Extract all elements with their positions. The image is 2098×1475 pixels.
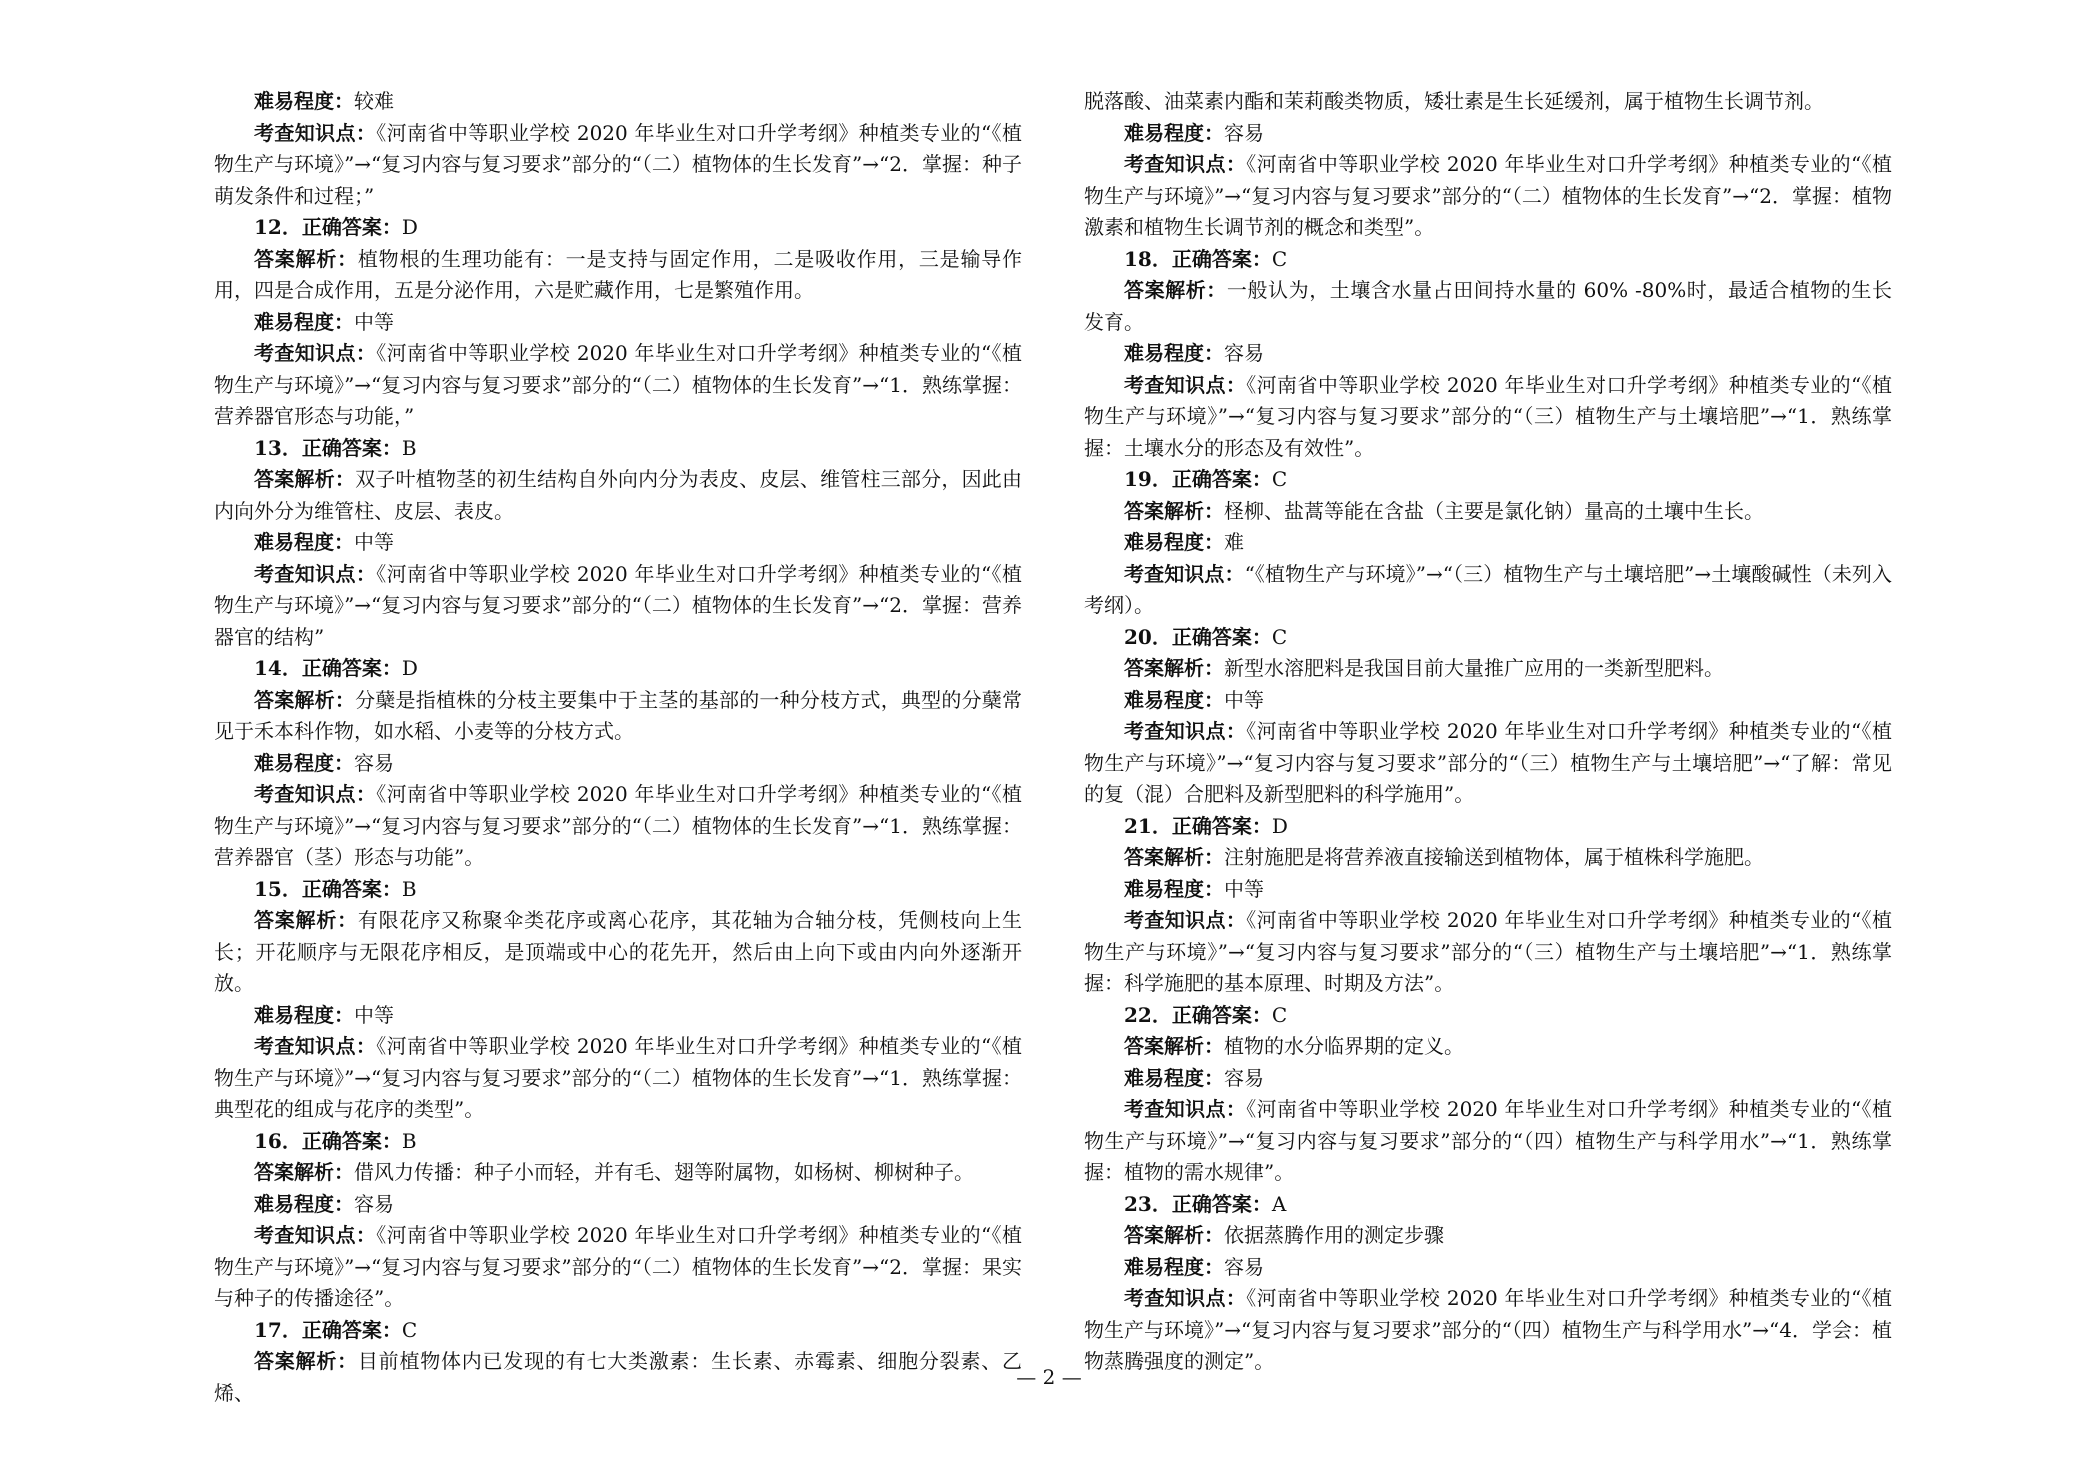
knowledge-point-paragraph [1084,1283,1892,1378]
difficulty-label: 难易程度： [254,530,354,554]
difficulty-text: 容易 [354,1191,394,1216]
difficulty-text: 容易 [1224,120,1264,145]
answer-paragraph [1084,464,1892,496]
knowledge-point-text: 《河南省中等职业学校 2020 年毕业生对口升学考纲》种植类专业的“《植物生产与环境》”→“复习内容与复习要求”部分的“（二）植物体的生长发育”→“1．熟练掌握：营养器官形态与功能，” [214,341,1022,428]
explanation-text: 注射施肥是将营养液直接输送到植物体，属于植株科学施肥。 [1224,845,1764,869]
difficulty-text: 中等 [1224,687,1264,712]
knowledge-point-paragraph [214,1031,1022,1126]
difficulty-label: 难易程度： [1124,687,1224,712]
answer-paragraph [1084,1189,1892,1221]
difficulty-paragraph [214,86,1022,118]
difficulty-text: 容易 [1224,1254,1264,1279]
answer-text: C [1271,467,1288,491]
answer-paragraph [1084,622,1892,654]
difficulty-paragraph [214,748,1022,780]
knowledge-point-label: 考查知识点： [1124,1286,1247,1310]
explanation-paragraph [214,905,1022,1000]
knowledge-point-paragraph [1084,716,1892,811]
knowledge-point-paragraph [214,779,1022,874]
difficulty-paragraph [1084,118,1892,150]
explanation-text: 依据蒸腾作用的测定步骤 [1224,1223,1444,1247]
knowledge-point-text: 《河南省中等职业学校 2020 年毕业生对口升学考纲》种植类专业的“《植物生产与环境》”→“复习内容与复习要求”部分的“（四）植物生产与科学用水”→“1．熟练掌握：植物的需水规律”。 [1084,1097,1892,1184]
left-column [214,86,1022,1409]
answer-label: 17．正确答案： [254,1317,402,1342]
answer-text: C [1271,1002,1288,1027]
difficulty-paragraph [1084,527,1892,559]
difficulty-paragraph [214,1000,1022,1032]
answer-paragraph [1084,811,1892,843]
difficulty-text: 容易 [1224,341,1264,365]
answer-label: 12．正确答案： [254,215,402,239]
answer-paragraph [214,433,1022,465]
knowledge-point-label: 考查知识点： [254,782,377,806]
difficulty-text: 中等 [354,309,394,334]
answer-label: 23．正确答案： [1124,1191,1272,1216]
answer-text: B [401,435,417,460]
difficulty-paragraph [1084,338,1892,370]
answer-paragraph [214,874,1022,906]
explanation-label: 答案解析： [1124,1223,1224,1247]
knowledge-point-text: 《河南省中等职业学校 2020 年毕业生对口升学考纲》种植类专业的“《植物生产与环境》”→“复习内容与复习要求”部分的“（四）植物生产与科学用水”→“4．学会：植物蒸腾强度的测定”。 [1084,1286,1892,1373]
answer-label: 20．正确答案： [1124,624,1272,649]
answer-text: B [401,1128,417,1153]
answer-text: C [401,1317,418,1342]
page-number: — 2 — [1016,1365,1082,1389]
knowledge-point-label: 考查知识点： [1124,1097,1247,1121]
difficulty-paragraph [1084,874,1892,906]
difficulty-text: 难 [1224,530,1244,554]
explanation-paragraph [214,244,1022,307]
knowledge-point-label: 考查知识点： [254,341,377,365]
explanation-label: 答案解析： [254,908,358,932]
difficulty-label: 难易程度： [254,309,354,334]
answer-label: 19．正确答案： [1124,467,1272,491]
answer-paragraph [1084,244,1892,276]
explanation-paragraph [1084,1031,1892,1063]
difficulty-label: 难易程度： [254,750,354,775]
difficulty-label: 难易程度： [1124,120,1224,145]
knowledge-point-label: 考查知识点： [1124,372,1247,397]
knowledge-point-label: 考查知识点： [1124,719,1247,743]
difficulty-label: 难易程度： [254,89,354,113]
explanation-label: 答案解析： [1124,845,1224,869]
difficulty-text: 容易 [1224,1065,1264,1090]
explanation-label: 答案解析： [254,246,358,271]
difficulty-paragraph [1084,1252,1892,1284]
knowledge-point-paragraph [1084,149,1892,244]
difficulty-label: 难易程度： [1124,876,1224,901]
answer-label: 15．正确答案： [254,876,402,901]
knowledge-point-label: 考查知识点： [254,1223,377,1247]
knowledge-point-label: 考查知识点： [1124,152,1247,176]
explanation-paragraph [1084,496,1892,528]
explanation-label: 答案解析： [1124,656,1224,680]
knowledge-point-text: 《河南省中等职业学校 2020 年毕业生对口升学考纲》种植类专业的“《植物生产与环境》”→“复习内容与复习要求”部分的“（三）植物生产与土壤培肥”→“1．熟练掌握：土壤水分的形态及有效性”。 [1084,372,1892,460]
explanation-text: 一般认为，土壤含水量占田间持水量的 60% -80%时，最适合植物的生长发育。 [1084,278,1892,334]
answer-paragraph [214,212,1022,244]
knowledge-point-text: 《河南省中等职业学校 2020 年毕业生对口升学考纲》种植类专业的“《植物生产与环境》”→“复习内容与复习要求”部分的“（二）植物体的生长发育”→“2．掌握：种子萌发条件和过程；” [214,120,1022,208]
knowledge-point-paragraph [1084,905,1892,1000]
explanation-text: 双子叶植物茎的初生结构自外向内分为表皮、皮层、维管柱三部分，因此由内向外分为维管柱、皮层、表皮。 [214,467,1023,523]
knowledge-point-label: 考查知识点： [254,1034,377,1058]
difficulty-paragraph [1084,685,1892,717]
explanation-text: 新型水溶肥料是我国目前大量推广应用的一类新型肥料。 [1224,656,1724,680]
explanation-label: 答案解析： [254,1160,354,1184]
difficulty-text: 中等 [354,530,394,554]
difficulty-label: 难易程度： [254,1002,354,1027]
answer-label: 14．正确答案： [254,656,402,680]
difficulty-text: 中等 [354,1002,394,1027]
answer-text: A [1271,1191,1287,1216]
answer-label: 16．正确答案： [254,1128,402,1153]
knowledge-point-paragraph [1084,1094,1892,1189]
knowledge-point-label: 考查知识点： [1124,561,1245,586]
explanation-label: 答案解析： [1124,1034,1224,1058]
knowledge-point-text: “《植物生产与环境》”→“（三）植物生产与土壤培肥”→土壤酸碱性（未列入考纲）。 [1084,561,1893,617]
explanation-paragraph [1084,1220,1892,1252]
explanation-text: 有限花序又称聚伞类花序或离心花序，其花轴为合轴分枝，凭侧枝向上生长；开花顺序与无限花序相反，是顶端或中心的花先开，然后由上向下或由内向外逐渐开放。 [214,908,1023,995]
explanation-paragraph [1084,275,1892,338]
explanation-text: 目前植物体内已发现的有七大类激素：生长素、赤霉素、细胞分裂素、乙烯、 [214,1349,1023,1405]
explanation-text: 借风力传播：种子小而轻，并有毛、翅等附属物，如杨树、柳树种子。 [354,1160,974,1184]
explanation-paragraph [1084,842,1892,874]
knowledge-point-paragraph [214,338,1022,433]
answer-label: 13．正确答案： [254,435,402,460]
knowledge-point-paragraph [1084,559,1892,622]
knowledge-point-paragraph [1084,370,1892,465]
difficulty-label: 难易程度： [1124,1254,1224,1279]
explanation-text: 植物的水分临界期的定义。 [1224,1034,1464,1058]
answer-text: C [1271,246,1288,271]
knowledge-point-text: 《河南省中等职业学校 2020 年毕业生对口升学考纲》种植类专业的“《植物生产与环境》”→“复习内容与复习要求”部分的“（三）植物生产与土壤培肥”→“1．熟练掌握：科学施肥的基本原理、时期及方法”。 [1084,908,1892,995]
explanation-text: 柽柳、盐蒿等能在含盐（主要是氯化钠）量高的土壤中生长。 [1224,498,1764,523]
difficulty-label: 难易程度： [254,1191,354,1216]
explanation-label: 答案解析： [254,467,356,491]
difficulty-text: 容易 [354,750,394,775]
answer-paragraph [214,653,1022,685]
continuation-paragraph [1084,86,1892,118]
explanation-paragraph [1084,653,1892,685]
explanation-paragraph [214,464,1022,527]
right-column [1084,86,1892,1378]
knowledge-point-label: 考查知识点： [254,120,377,145]
answer-text: D [401,215,418,239]
answer-text: D [1271,813,1288,838]
continuation-text: 脱落酸、油菜素内酯和茉莉酸类物质，矮壮素是生长延缓剂，属于植物生长调节剂。 [1084,89,1824,113]
knowledge-point-label: 考查知识点： [1124,908,1247,932]
explanation-label: 答案解析： [254,687,356,712]
explanation-text: 分蘖是指植株的分枝主要集中于主茎的基部的一种分枝方式，典型的分蘖常见于禾本科作物，如水稻、小麦等的分枝方式。 [214,687,1023,743]
explanation-text: 植物根的生理功能有：一是支持与固定作用，二是吸收作用，三是输导作用，四是合成作用，五是分泌作用，六是贮藏作用，七是繁殖作用。 [214,246,1023,302]
answer-text: B [401,876,417,901]
difficulty-label: 难易程度： [1124,341,1224,365]
knowledge-point-label: 考查知识点： [254,561,377,586]
difficulty-text: 较难 [354,89,394,113]
answer-text: C [1271,624,1288,649]
answer-paragraph [214,1315,1022,1347]
explanation-label: 答案解析： [1124,498,1224,523]
knowledge-point-paragraph [214,559,1022,654]
answer-label: 21．正确答案： [1124,813,1272,838]
explanation-paragraph [214,685,1022,748]
knowledge-point-paragraph [214,1220,1022,1315]
explanation-paragraph [214,1157,1022,1189]
difficulty-text: 中等 [1224,876,1264,901]
explanation-label: 答案解析： [1124,278,1227,302]
difficulty-label: 难易程度： [1124,530,1224,554]
knowledge-point-paragraph [214,118,1022,213]
difficulty-paragraph [214,527,1022,559]
knowledge-point-text: 《河南省中等职业学校 2020 年毕业生对口升学考纲》种植类专业的“《植物生产与环境》”→“复习内容与复习要求”部分的“（二）植物体的生长发育”→“1．熟练掌握：营养器官（茎）形态与功能”。 [214,782,1022,869]
knowledge-point-text: 《河南省中等职业学校 2020 年毕业生对口升学考纲》种植类专业的“《植物生产与环境》”→“复习内容与复习要求”部分的“（二）植物体的生长发育”→“2．掌握：植物激素和植物生长调节剂的概念和类型”。 [1084,152,1892,239]
difficulty-paragraph [1084,1063,1892,1095]
answer-label: 22．正确答案： [1124,1002,1272,1027]
difficulty-paragraph [214,307,1022,339]
answer-label: 18．正确答案： [1124,246,1272,271]
explanation-label: 答案解析： [254,1349,358,1373]
difficulty-label: 难易程度： [1124,1065,1224,1090]
answer-paragraph [1084,1000,1892,1032]
knowledge-point-text: 《河南省中等职业学校 2020 年毕业生对口升学考纲》种植类专业的“《植物生产与环境》”→“复习内容与复习要求”部分的“（二）植物体的生长发育”→“1．熟练掌握：典型花的组成与花序的类型”。 [214,1034,1022,1121]
difficulty-paragraph [214,1189,1022,1221]
knowledge-point-text: 《河南省中等职业学校 2020 年毕业生对口升学考纲》种植类专业的“《植物生产与环境》”→“复习内容与复习要求”部分的“（二）植物体的生长发育”→“2．掌握：营养器官的结构” [214,561,1022,649]
knowledge-point-text: 《河南省中等职业学校 2020 年毕业生对口升学考纲》种植类专业的“《植物生产与环境》”→“复习内容与复习要求”部分的“（二）植物体的生长发育”→“2．掌握：果实与种子的传播途径”。 [214,1223,1022,1310]
answer-text: D [401,656,418,680]
knowledge-point-text: 《河南省中等职业学校 2020 年毕业生对口升学考纲》种植类专业的“《植物生产与环境》”→“复习内容与复习要求”部分的“（三）植物生产与土壤培肥”→“了解：常见的复（混）合肥料及新型肥料的科学施用”。 [1084,719,1892,806]
answer-paragraph [214,1126,1022,1158]
